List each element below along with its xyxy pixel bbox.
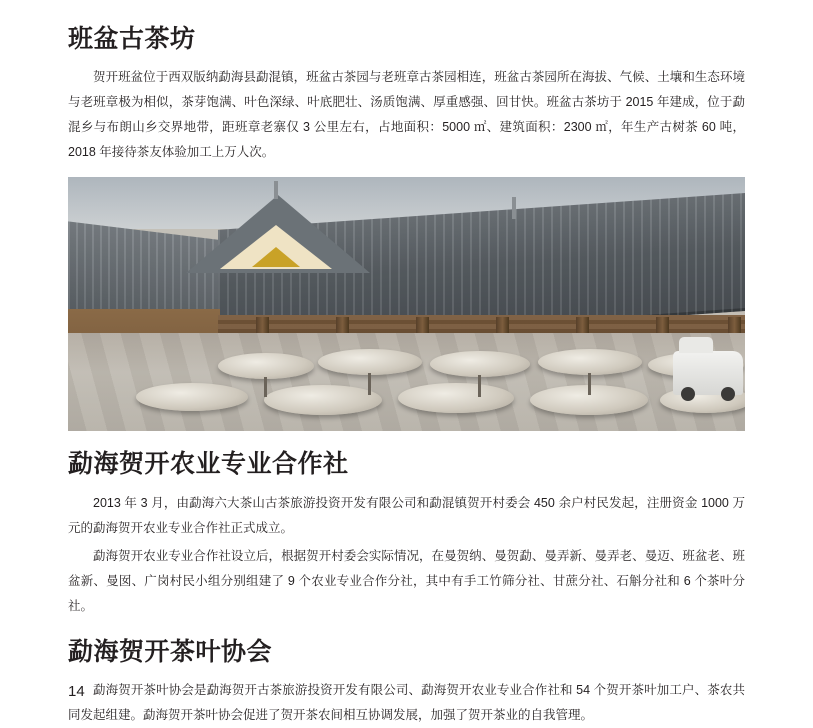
photo-white-truck (673, 351, 743, 395)
page-number: 14 (68, 683, 85, 700)
section-title-cooperative: 勐海贺开农业专业合作社 (68, 450, 349, 479)
photo-tray-leg (478, 375, 481, 397)
paragraph-cooperative-1: 2013 年 3 月，由勐海六大茶山古茶旅游投资开发有限公司和勐混镇贺开村委会 450 余户村民发起，注册资金 1000 万元的勐海贺开农业专业合作社正式成立。 (68, 495, 745, 535)
section-title-tea-association: 勐海贺开茶叶协会 (68, 637, 273, 666)
paragraph-tea-association-1: 勐海贺开茶叶协会是勐海贺开古茶旅游投资开发有限公司、勐海贺开农业专业合作社和 54 个贺开茶叶加工户、茶农共同发起组建。勐海贺开茶叶协会促进了贺开茶农间相互协调发展，加强了贺开茶业的自我管理。 (68, 682, 745, 722)
photo-courtyard-ground (68, 333, 745, 431)
photo-illustration (68, 177, 745, 431)
paragraph-banpen-1: 贺开班盆位于西双版纳勐海县勐混镇，班盆古茶园与老班章古茶园相连，班盆古茶园所在海拔、气候、土壤和生态环境与老班章极为相似，茶芽饱满、叶色深绿、叶底肥壮、汤质饱满、厚重感强、回甘快。班盆古茶坊于 2015 年建成，位于勐混乡与布朗山乡交界地带，距班章老寨仅 3 公里左右，占地面积：5000 ㎡、建筑面积：2300 ㎡，年生产古树茶 60 吨，2018 年接待茶友体验加工上万人次。 (68, 70, 745, 160)
photo-gable-ornament (252, 247, 300, 267)
photo-tray-leg (368, 373, 371, 395)
section-title-banpen: 班盆古茶坊 (68, 25, 196, 53)
photo-spire-left (274, 181, 278, 199)
photo-tray-leg (264, 377, 267, 397)
photo-spire-right (512, 197, 516, 219)
page-content (68, 0, 745, 728)
photo-tray-leg (588, 373, 591, 395)
paragraph-cooperative-2: 勐海贺开农业专业合作社设立后，根据贺开村委会实际情况，在曼贺纳、曼贺勐、曼弄新、曼弄老、曼迈、班盆老、班盆新、曼囡、广岗村民小组分别组建了 9 个农业专业合作分社，其中有手工竹筛分社、甘蔗分社、石斛分社和 6 个茶叶分社。 (68, 548, 745, 613)
figure-banpen-photo (68, 177, 745, 431)
